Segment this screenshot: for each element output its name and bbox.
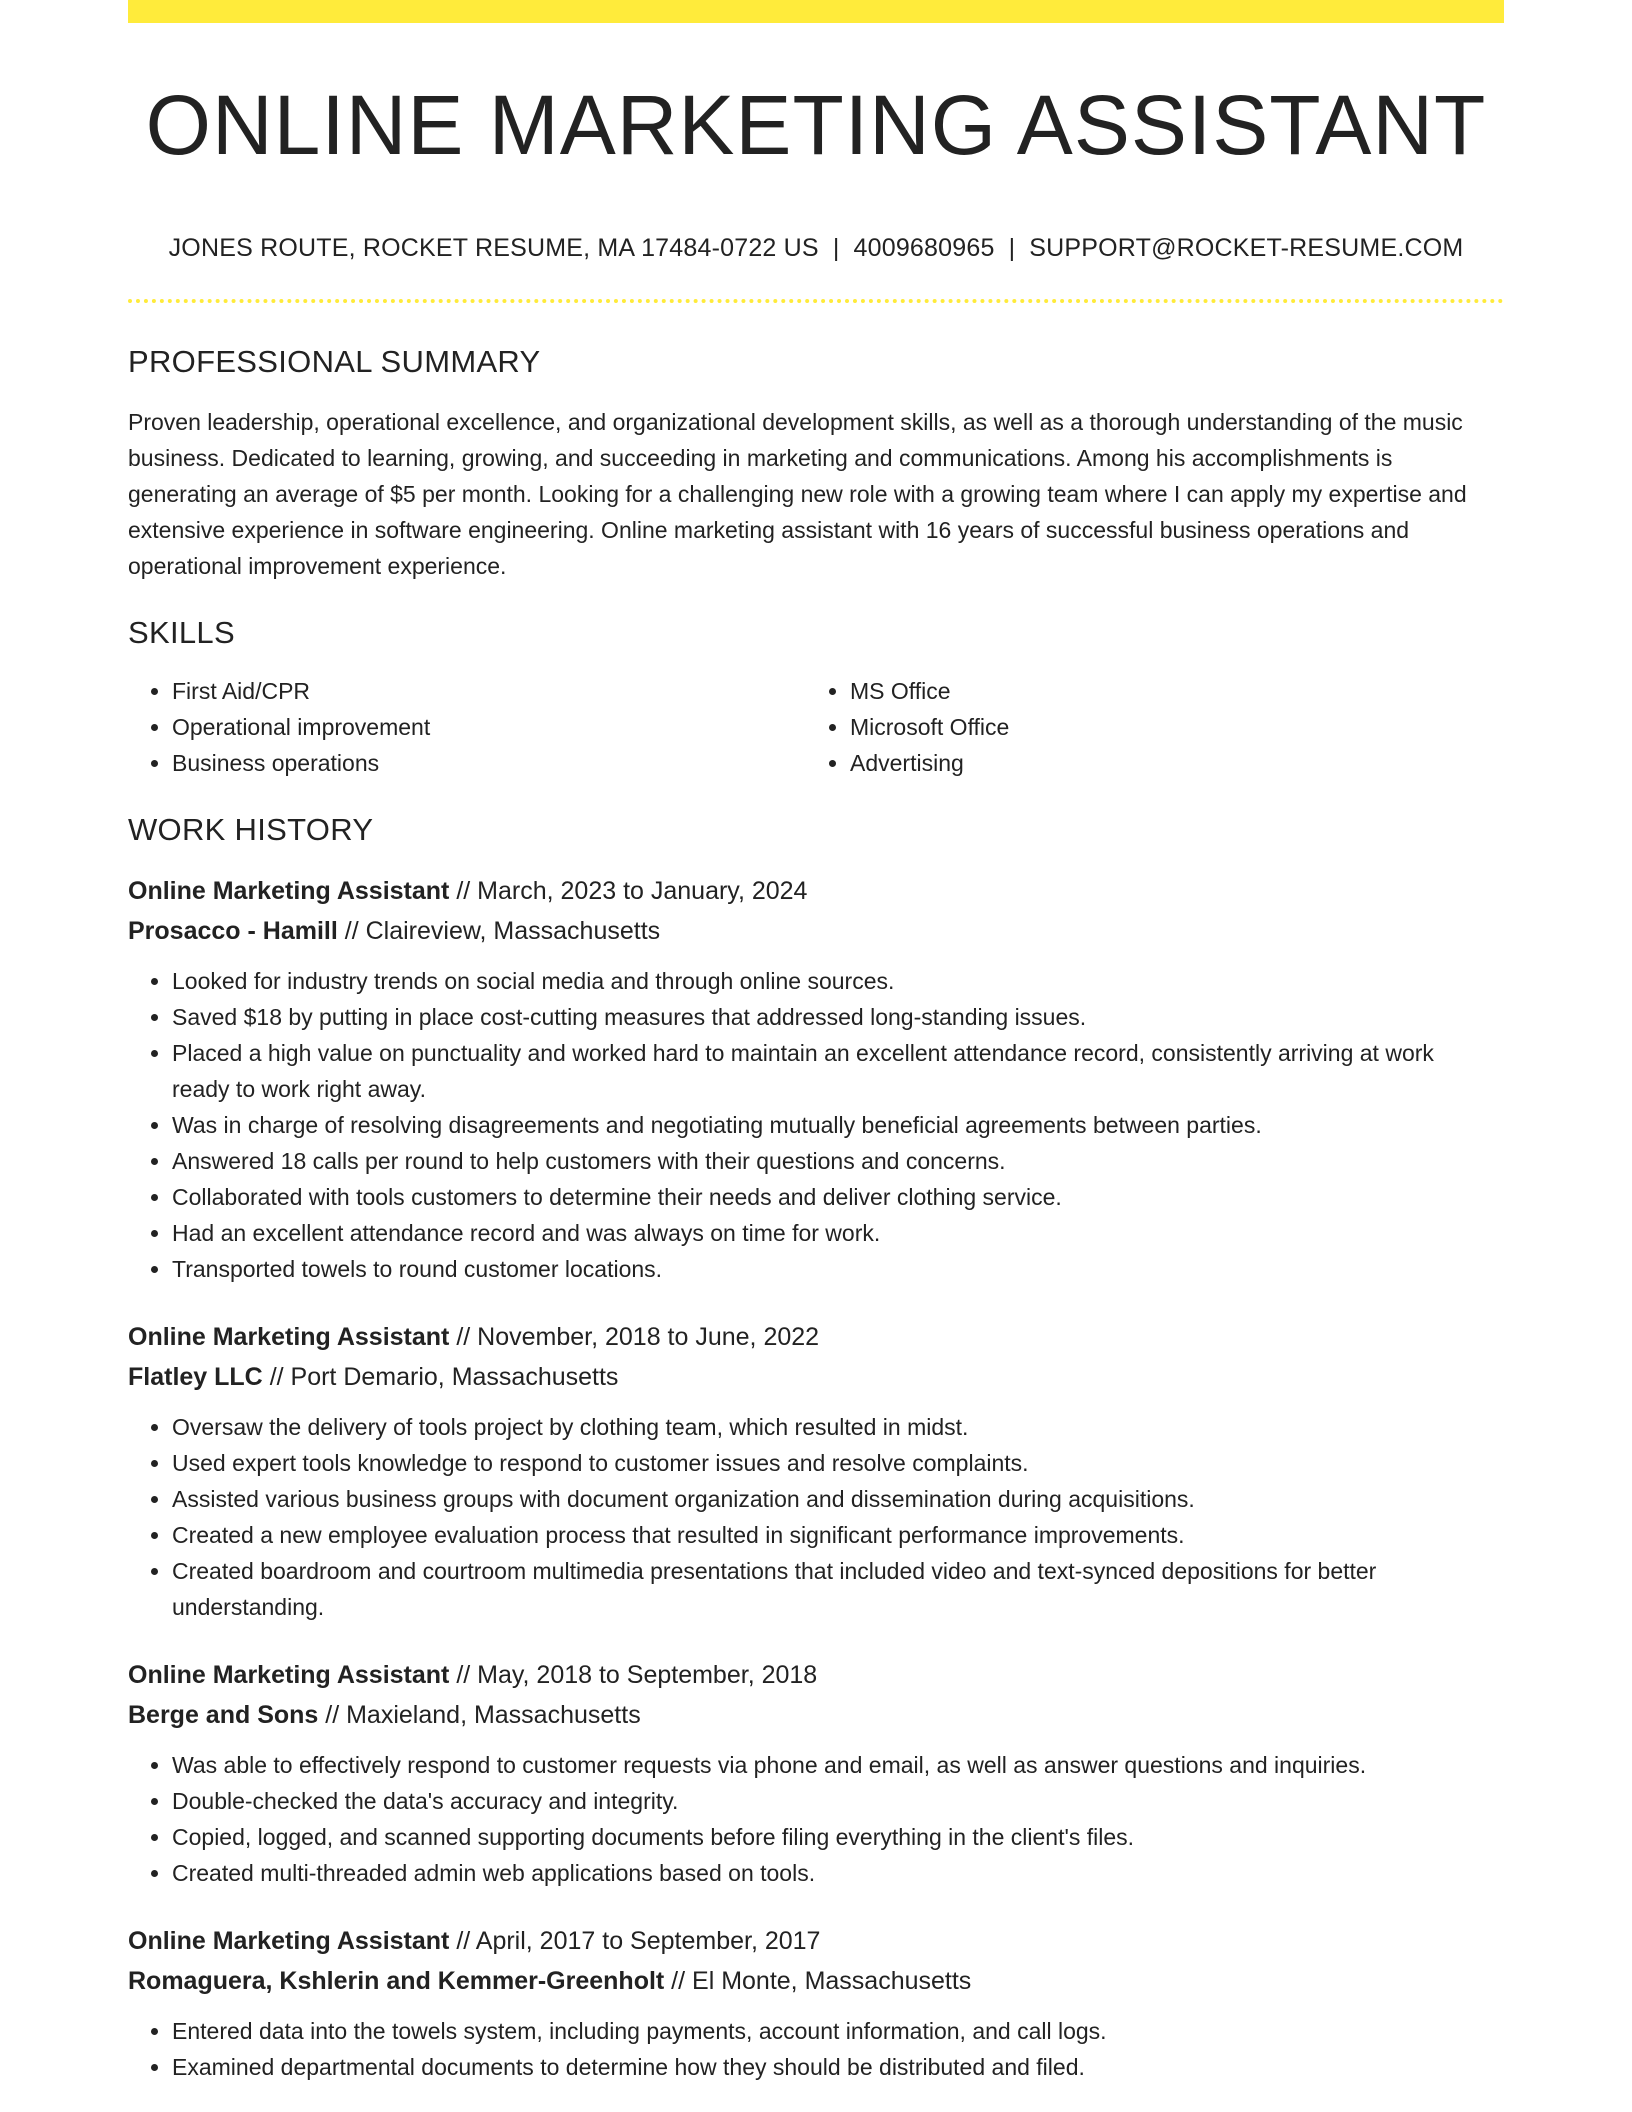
job-company-line bbox=[128, 1961, 1504, 2001]
work-history-heading: WORK HISTORY bbox=[128, 812, 374, 848]
job-company: Berge and Sons bbox=[128, 1700, 319, 1729]
job-bullet: • Was able to effectively respond to customer requests via phone and email, as well as answer questions and inquiries. bbox=[172, 1747, 1504, 1783]
job-entry bbox=[128, 1655, 1504, 1891]
job-bullet: • Saved $18 by putting in place cost-cutting measures that addressed long-standing issues. bbox=[172, 999, 1504, 1035]
job-entry bbox=[128, 871, 1504, 1287]
job-company: Romaguera, Kshlerin and Kemmer-Greenholt bbox=[128, 1966, 665, 1995]
resume-title: ONLINE MARKETING ASSISTANT bbox=[145, 78, 1487, 172]
job-role-line bbox=[128, 1317, 1504, 1357]
job-bullets bbox=[128, 2013, 1504, 2085]
job-role: Online Marketing Assistant bbox=[128, 876, 450, 905]
job-bullet: • Created multi-threaded admin web applications based on tools. bbox=[172, 1855, 1504, 1891]
job-bullet: • Was in charge of resolving disagreements and negotiating mutually beneficial agreements between parties. bbox=[172, 1107, 1504, 1143]
summary-text: Proven leadership, operational excellence, and organizational development skills, as well as a thorough understanding of the music business. Dedicated to learning, growing, and succeeding in marketing and communications. Among his accomplishments is generating an average of $5 per month. Looking for a challenging new role with a growing team where I can apply my expertise and extensive experience in software engineering. Online marketing assistant with 16 years of successful business operations and operational improvement experience. bbox=[128, 409, 1467, 580]
job-bullet: • Copied, logged, and scanned supporting documents before filing everything in the client's files. bbox=[172, 1819, 1504, 1855]
job-company: Flatley LLC bbox=[128, 1362, 263, 1391]
skill-item: • Operational improvement bbox=[172, 709, 806, 745]
job-location: // El Monte, Massachusetts bbox=[664, 1966, 972, 1995]
job-entry bbox=[128, 1921, 1504, 2085]
address: JONES ROUTE, ROCKET RESUME, MA 17484-0722 US bbox=[168, 234, 819, 262]
phone: 4009680965 bbox=[853, 234, 995, 262]
job-bullets bbox=[128, 1747, 1504, 1891]
job-location: // Port Demario, Massachusetts bbox=[262, 1362, 619, 1391]
skill-item: • Advertising bbox=[850, 745, 1484, 781]
contact-line bbox=[128, 233, 1504, 263]
skills-heading: SKILLS bbox=[128, 615, 235, 651]
job-dates: // April, 2017 to September, 2017 bbox=[449, 1926, 821, 1955]
job-dates: // March, 2023 to January, 2024 bbox=[449, 876, 808, 905]
job-bullets bbox=[128, 963, 1504, 1287]
job-entry bbox=[128, 1317, 1504, 1625]
job-bullet: • Examined departmental documents to determine how they should be distributed and filed. bbox=[172, 2049, 1504, 2085]
job-company-line bbox=[128, 1357, 1504, 1397]
job-dates: // November, 2018 to June, 2022 bbox=[449, 1322, 820, 1351]
job-bullet: • Collaborated with tools customers to determine their needs and deliver clothing service. bbox=[172, 1179, 1504, 1215]
contact-separator: | bbox=[1008, 234, 1016, 262]
job-bullet: • Double-checked the data's accuracy and integrity. bbox=[172, 1783, 1504, 1819]
resume-page bbox=[128, 0, 1504, 2085]
job-bullet: • Entered data into the towels system, including payments, account information, and call logs. bbox=[172, 2013, 1504, 2049]
email: SUPPORT@ROCKET-RESUME.COM bbox=[1029, 234, 1464, 262]
skills-list bbox=[128, 673, 1504, 781]
job-role-line bbox=[128, 1921, 1504, 1961]
skill-item: • Business operations bbox=[172, 745, 806, 781]
skills-column-right bbox=[806, 673, 1484, 781]
job-role-line bbox=[128, 1655, 1504, 1695]
summary-heading: PROFESSIONAL SUMMARY bbox=[128, 344, 541, 379]
top-accent-bar bbox=[128, 0, 1504, 23]
contact-separator: | bbox=[832, 234, 840, 262]
job-bullets bbox=[128, 1409, 1504, 1625]
job-bullet: • Transported towels to round customer locations. bbox=[172, 1251, 1504, 1287]
job-bullet: • Answered 18 calls per round to help customers with their questions and concerns. bbox=[172, 1143, 1504, 1179]
job-bullet: • Used expert tools knowledge to respond to customer issues and resolve complaints. bbox=[172, 1445, 1504, 1481]
dotted-divider bbox=[128, 299, 1504, 303]
job-bullet: • Assisted various business groups with document organization and dissemination during acquisitions. bbox=[172, 1481, 1504, 1517]
skill-item: • MS Office bbox=[850, 673, 1484, 709]
job-bullet: • Created a new employee evaluation process that resulted in significant performance improvements. bbox=[172, 1517, 1504, 1553]
skill-item: • Microsoft Office bbox=[850, 709, 1484, 745]
job-role-line bbox=[128, 871, 1504, 911]
job-location: // Maxieland, Massachusetts bbox=[318, 1700, 641, 1729]
skill-item: • First Aid/CPR bbox=[172, 673, 806, 709]
skills-column-left bbox=[128, 673, 806, 781]
job-bullet: • Created boardroom and courtroom multimedia presentations that included video and text-synced depositions for better understanding. bbox=[172, 1553, 1504, 1625]
job-bullet: • Looked for industry trends on social media and through online sources. bbox=[172, 963, 1504, 999]
job-dates: // May, 2018 to September, 2018 bbox=[449, 1660, 818, 1689]
job-company-line bbox=[128, 1695, 1504, 1735]
job-location: // Claireview, Massachusetts bbox=[337, 916, 661, 945]
job-role: Online Marketing Assistant bbox=[128, 1926, 450, 1955]
job-role: Online Marketing Assistant bbox=[128, 1660, 450, 1689]
job-company: Prosacco - Hamill bbox=[128, 916, 338, 945]
job-bullet: • Had an excellent attendance record and was always on time for work. bbox=[172, 1215, 1504, 1251]
job-company-line bbox=[128, 911, 1504, 951]
job-role: Online Marketing Assistant bbox=[128, 1322, 450, 1351]
job-bullet: • Placed a high value on punctuality and worked hard to maintain an excellent attendance record, consistently arriving at work ready to work right away. bbox=[172, 1035, 1504, 1107]
job-bullet: • Oversaw the delivery of tools project by clothing team, which resulted in midst. bbox=[172, 1409, 1504, 1445]
